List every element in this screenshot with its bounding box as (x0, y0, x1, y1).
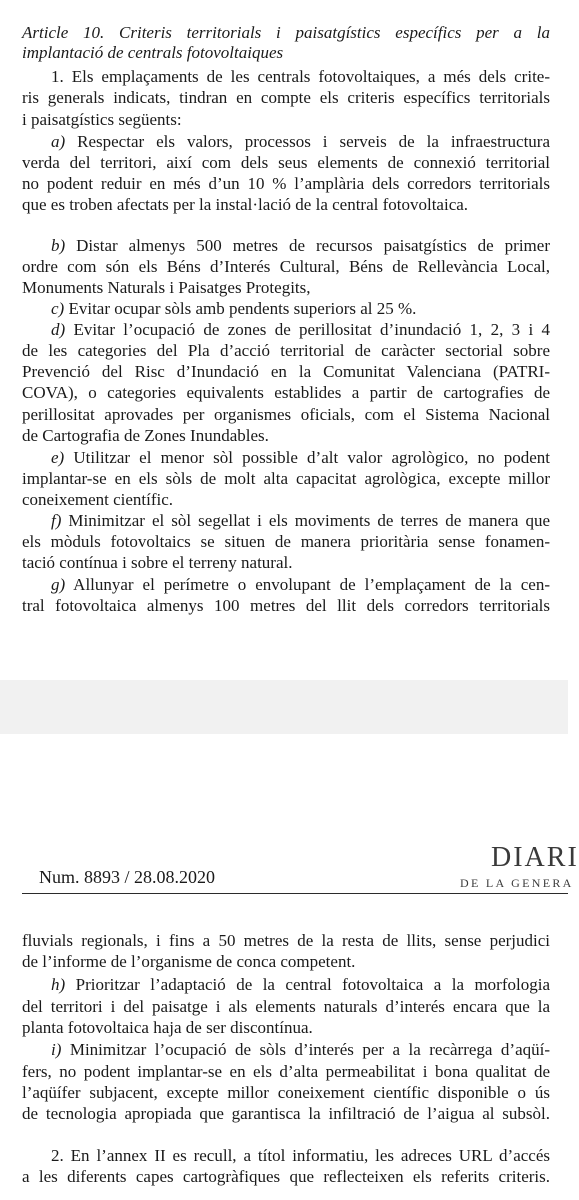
page-gap (0, 680, 568, 734)
item-label: b) (51, 236, 66, 255)
text-line (22, 383, 550, 403)
item-label: i) (51, 1040, 62, 1059)
text-line (22, 278, 550, 298)
text-line (51, 448, 550, 468)
text-line (51, 975, 550, 995)
text-line (22, 110, 550, 130)
line-text: tació contínua i sobre el terreny natural. (22, 553, 293, 572)
line-text: Respectar els valors, processos i serveis de la infraestructura (65, 132, 550, 151)
text-line (51, 1146, 550, 1166)
item-label: e) (51, 448, 65, 467)
text-line (22, 195, 550, 215)
text-line (51, 575, 550, 595)
line-text: i paisatgístics següents: (22, 110, 182, 129)
line-text: Evitar ocupar sòls amb pendents superiors al 25 %. (64, 299, 417, 318)
line-text: que es troben afectats per la instal·lació de la central fotovoltaica. (22, 195, 469, 214)
line-text: de tecnologia apropiada que garantisca la infiltració de l’aigua al subsòl. (22, 1104, 550, 1123)
line-text: ris generals indicats, tindran en compte els criteris específics territorials (22, 88, 550, 107)
text-line (51, 1040, 550, 1060)
text-line (51, 67, 550, 87)
text-line (22, 1018, 550, 1038)
text-line (22, 426, 550, 446)
line-text: Allunyar el perímetre o envolupant de l’emplaçament de la cen- (65, 575, 550, 594)
item-label: d) (51, 320, 66, 339)
line-text: Evitar l’ocupació de zones de perillositat d’inundació 1, 2, 3 i 4 (65, 320, 550, 339)
text-line (51, 511, 550, 531)
item-label: g) (51, 575, 66, 594)
text-line (22, 997, 550, 1017)
text-line (51, 236, 550, 256)
text-line (22, 362, 550, 382)
text-line (22, 257, 550, 277)
line-text: Article 10. Criteris territorials i paisatgístics específics per a la (22, 23, 550, 42)
header-rule (22, 893, 568, 894)
line-text: fluvials regionals, i fins a 50 metres de la resta de llits, sense perjudici (22, 931, 550, 950)
line-text: ordre com són els Béns d’Interés Cultural, Béns de Rellevància Local, (22, 257, 550, 276)
line-text: Minimitzar l’ocupació de sòls d’interés per a la recàrrega d’aqüí- (61, 1040, 550, 1059)
text-line (22, 596, 550, 616)
text-line (22, 490, 550, 510)
line-text: a les diferents capes cartogràfiques que reflecteixen els referits criteris. (22, 1167, 550, 1186)
line-text: coneixement científic. (22, 490, 174, 509)
line-text: 2. En l’annex II es recull, a títol informatiu, les adreces URL d’accés (51, 1146, 550, 1165)
text-line (22, 1062, 550, 1082)
text-line (22, 532, 550, 552)
text-line (22, 174, 550, 194)
line-text: implantació de centrals fotovoltaiques (22, 43, 284, 62)
line-text: els mòduls fotovoltaics se situen de manera prioritària sense fonamen- (22, 532, 550, 551)
item-label: c) (51, 299, 65, 318)
line-text: Prioritzar l’adaptació de la central fotovoltaica a la morfologia (65, 975, 550, 994)
text-line (22, 88, 550, 108)
line-text: Distar almenys 500 metres de recursos paisatgístics de primer (65, 236, 550, 255)
line-text: de l’informe de l’organisme de conca competent. (22, 952, 356, 971)
journal-logo-title: DIARI (491, 842, 579, 873)
item-label: f) (51, 511, 62, 530)
line-text: verda del territori, així com dels seus elements de connexió territorial (22, 153, 550, 172)
line-text: l’aqüífer subjacent, excepte millor coneixement científic disponible o ús (22, 1083, 550, 1102)
issue-number-date: Num. 8893 / 28.08.2020 (39, 867, 216, 887)
text-line (22, 43, 550, 63)
text-line (22, 23, 550, 43)
text-line (22, 553, 550, 573)
line-text: de les categories del Pla d’acció territorial de caràcter sectorial sobre (22, 341, 550, 360)
text-line (22, 1167, 550, 1187)
line-text: no podent reduir en més d’un 10 % l’amplària dels corredors territorials (22, 174, 550, 193)
text-line (22, 1083, 550, 1103)
journal-logo-subtitle: DE LA GENERA (460, 876, 574, 890)
line-text: tral fotovoltaica almenys 100 metres del llit dels corredors territorials (22, 596, 550, 615)
line-text: implantar-se en els sòls de molt alta capacitat agrològica, excepte millor (22, 469, 550, 488)
text-line (51, 299, 550, 319)
line-text: Monuments Naturals i Paisatges Protegits, (22, 278, 311, 297)
line-text: COVA), o categories equivalents establides a partir de cartografies de (22, 383, 550, 402)
item-label: a) (51, 132, 66, 151)
line-text: Prevenció del Risc d’Inundació en la Comunitat Valenciana (PATRI- (22, 362, 550, 381)
text-line (22, 1104, 550, 1124)
line-text: de Cartografia de Zones Inundables. (22, 426, 269, 445)
line-text: del territori i del paisatge i als elements naturals d’interés encara que la (22, 997, 550, 1016)
item-label: h) (51, 975, 66, 994)
text-line (22, 931, 550, 951)
text-line (51, 320, 550, 340)
line-text: fers, no podent implantar-se en els d’alta permeabilitat i bona qualitat de (22, 1062, 550, 1081)
line-text: Minimitzar el sòl segellat i els moviments de terres de manera que (61, 511, 550, 530)
line-text: 1. Els emplaçaments de les centrals fotovoltaiques, a més dels crite- (51, 67, 550, 86)
text-line (22, 341, 550, 361)
line-text: Utilitzar el menor sòl possible d’alt valor agrològico, no podent (64, 448, 550, 467)
text-line (22, 405, 550, 425)
text-line (22, 469, 550, 489)
line-text: perillositat aprovades per organismes oficials, com el Sistema Nacional (22, 405, 550, 424)
text-line (51, 132, 550, 152)
text-line (22, 952, 550, 972)
line-text: planta fotovoltaica haja de ser discontínua. (22, 1018, 313, 1037)
text-line (22, 153, 550, 173)
